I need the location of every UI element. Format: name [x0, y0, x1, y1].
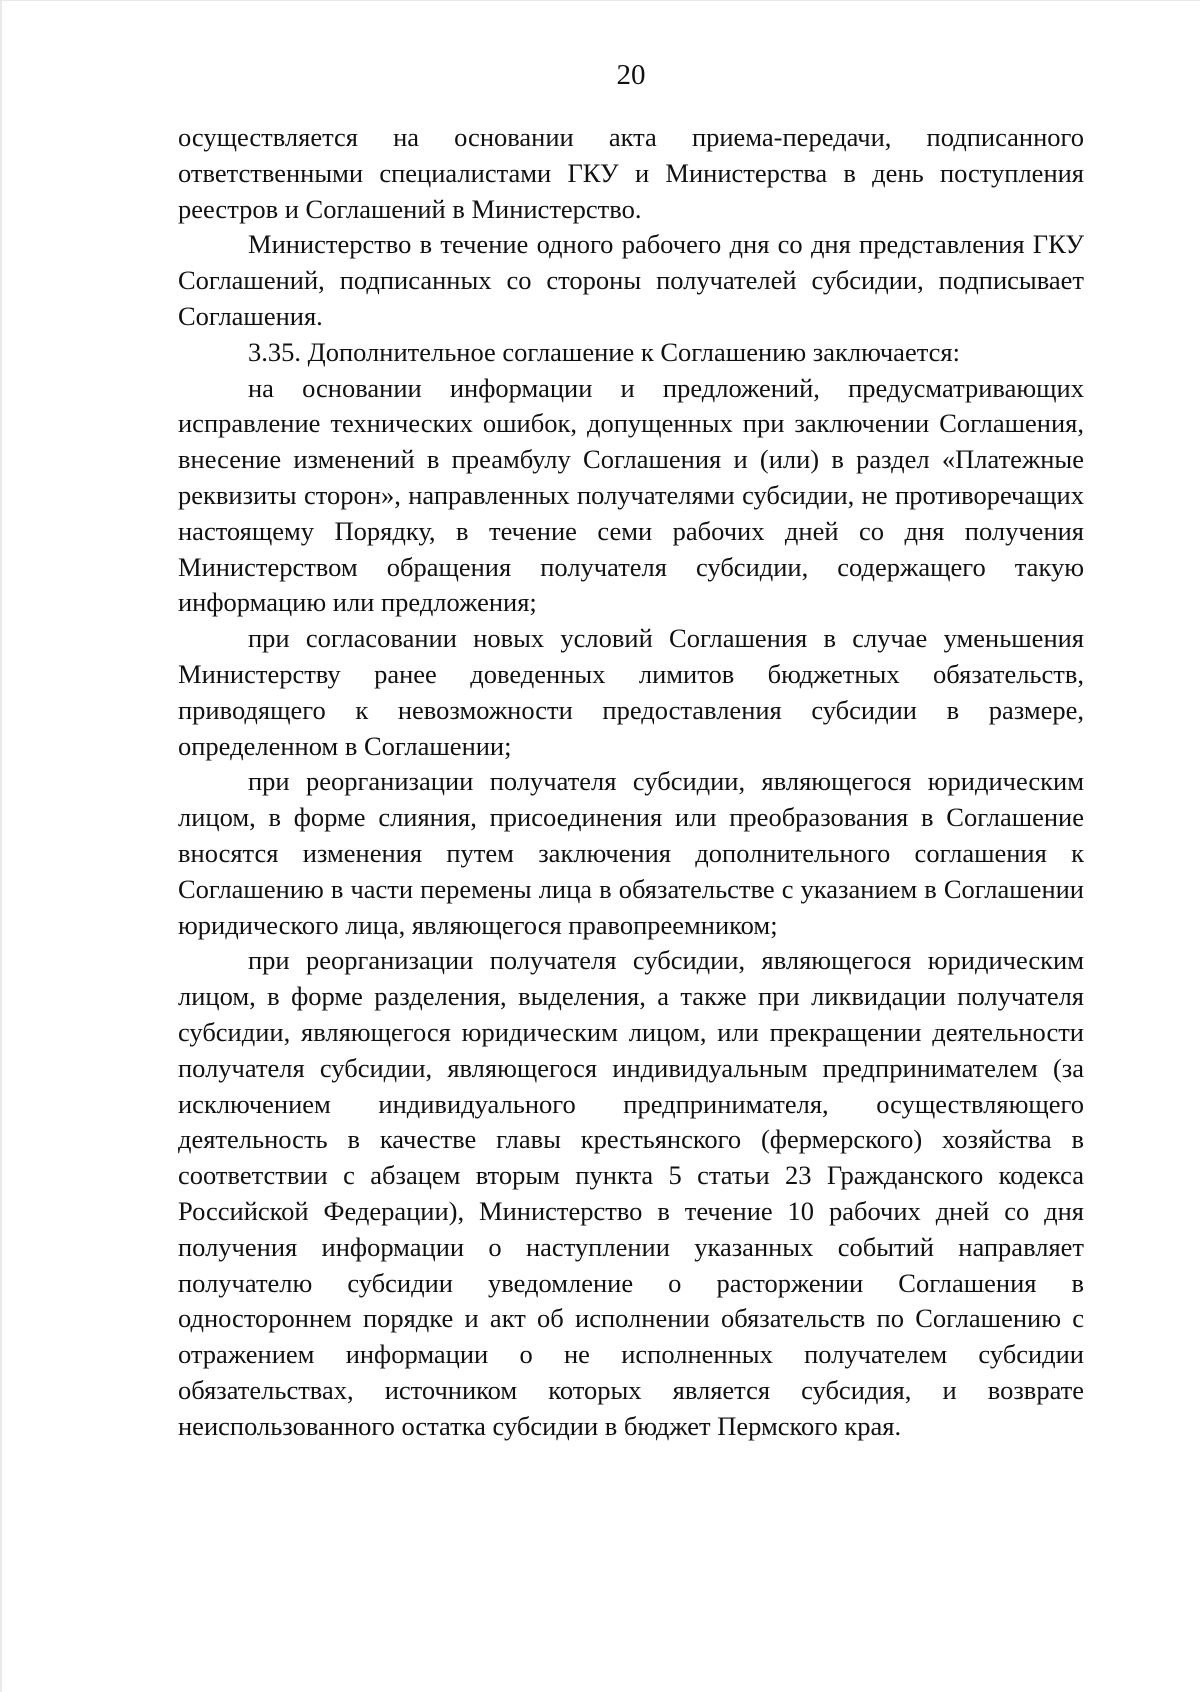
document-body — [178, 120, 1084, 1444]
paragraph: осуществляется на основании акта приема-передачи, подписанного ответственными специалистами ГКУ и Министерства в день поступления реестров и Соглашений в Министерство. — [178, 122, 1084, 224]
paragraph: Министерство в течение одного рабочего дня со дня представления ГКУ Соглашений, подписанных со стороны получателей субсидии, подписывает Соглашения. — [178, 229, 1084, 331]
paragraph: при согласовании новых условий Соглашения в случае уменьшения Министерству ранее доведенных лимитов бюджетных обязательств, приводящего к невозможности предоставления субсидии в размере, определенном в Соглашении; — [178, 623, 1084, 761]
page-number: 20 — [616, 59, 646, 91]
paragraph: при реорганизации получателя субсидии, являющегося юридическим лицом, в форме разделения, выделения, а также при ликвидации получателя субсидии, являющегося юридическим лицом, или прекращении деятельности получателя субсидии, являющегося индивидуальным предпринимателем (за исключением индивидуального предпринимателя, осуществляющего деятельность в качестве главы крестьянского (фермерского) хозяйства в соответствии с абзацем вторым пункта 5 статьи 23 Гражданского кодекса Российской Федерации), Министерство в течение 10 рабочих дней со дня получения информации о наступлении указанных событий направляет получателю субсидии уведомление о расторжении Соглашения в одностороннем порядке и акт об исполнении обязательств по Соглашению с отражением информации о не исполненных получателем субсидии обязательствах, источником которых является субсидия, и возврате неиспользованного остатка субсидии в бюджет Пермского края. — [178, 945, 1084, 1441]
scan-edge-left — [0, 0, 2, 1692]
scan-edge-top — [0, 0, 1200, 1]
paragraph-clause-heading: 3.35. Дополнительное соглашение к Соглашению заключается: — [248, 336, 960, 367]
paragraph: при реорганизации получателя субсидии, являющегося юридическим лицом, в форме слияния, присоединения или преобразования в Соглашение вносятся изменения путем заключения дополнительного соглашения к Соглашению в части перемены лица в обязательстве с указанием в Соглашении юридического лица, являющегося правопреемником; — [178, 766, 1084, 940]
paragraph: на основании информации и предложений, предусматривающих исправление технических ошибок, допущенных при заключении Соглашения, внесение изменений в преамбулу Соглашения и (или) в раздел «Платежные реквизиты сторон», направленных получателями субсидии, не противоречащих настоящему Порядку, в течение семи рабочих дней со дня получения Министерством обращения получателя субсидии, содержащего такую информацию или предложения; — [178, 372, 1084, 618]
